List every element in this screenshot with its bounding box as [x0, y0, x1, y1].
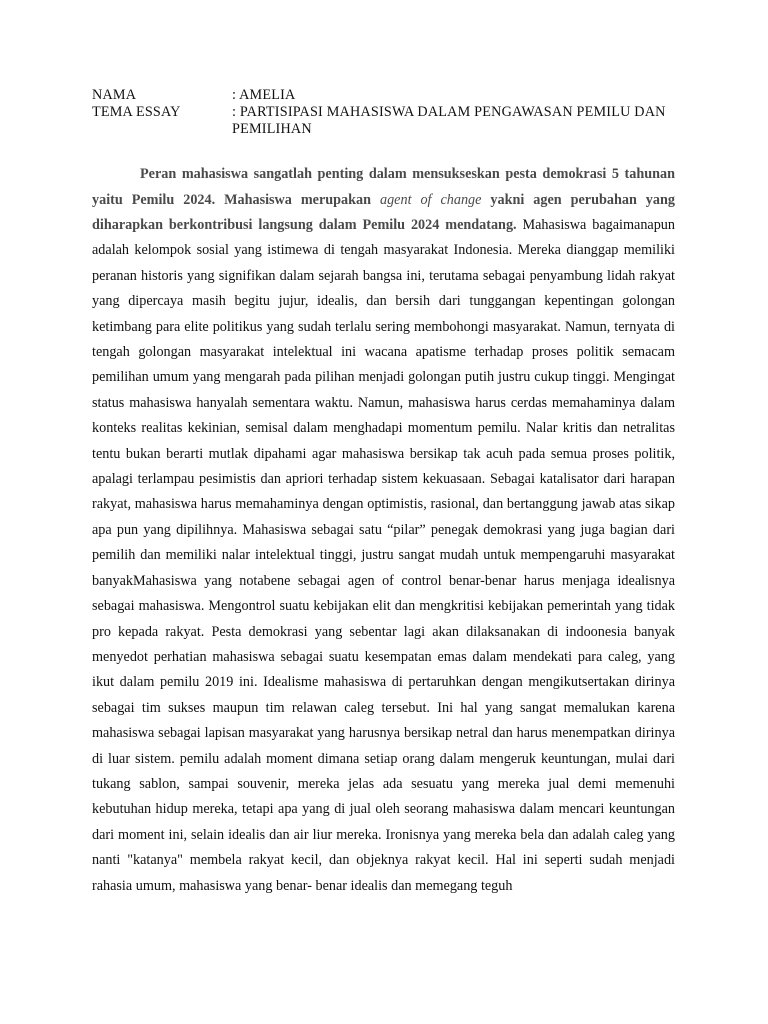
- lead-text-2: yakni agen perubahan yang diharapkan berkontribusi langsung dalam Pemilu 2024 mendatang.: [92, 191, 675, 233]
- lead-italic: agent of change: [379, 191, 482, 208]
- name-row: [92, 87, 677, 104]
- theme-label: TEMA ESSAY: [92, 104, 181, 120]
- essay-header: [92, 87, 677, 138]
- lead-text-1: Peran mahasiswa sangatlah penting dalam mensukseskan pesta demokrasi 5 tahunan yaitu Pemilu 2024. Mahasiswa merupakan: [92, 166, 675, 208]
- name-value: : AMELIA: [232, 87, 296, 103]
- theme-value: : PARTISIPASI MAHASISWA DALAM PENGAWASAN PEMILU DAN PEMILIHAN: [232, 104, 666, 137]
- name-label: NAMA: [92, 87, 137, 103]
- body-text: Mahasiswa bagaimanapun adalah kelompok sosial yang istimewa di tengah masyarakat Indonesia. Mereka dianggap memiliki peranan historis yang signifikan dalam sejarah bangsa ini, terutama sebagai penyambung lidah rakyat yang dipercaya masih begitu jujur, idealis, dan bersih dari tunggangan kepentingan golongan ketimbang para elite politikus yang sudah terlalu sering membohongi masyarakat. Namun, ternyata di tengah golongan masyarakat intelektual ini wacana apatisme terhadap proses politik semacam pemilihan umum yang mengarah pada pilihan menjadi golongan putih justru cukup tinggi. Mengingat status mahasiswa hanyalah sementara waktu. Namun, mahasiswa harus cerdas memahaminya dalam konteks realitas kekinian, semisal dalam menghadapi momentum pemilu. Nalar kritis dan netralitas tentu bukan berarti mutlak dipahami agar mahasiswa bersikap tak acuh pada semua proses politik, apalagi terlampau pesimistis dan apriori terhadap sistem kekuasaan. Sebagai katalisator dari harapan rakyat, mahasiswa harus memahaminya dengan optimistis, rasional, dan bertanggung jawab atas sikap apa pun yang dipilihnya. Mahasiswa sebagai satu “pilar” penegak demokrasi yang juga bagian dari pemilih dan memiliki nalar intelektual tinggi, justru sangat mudah untuk mempengaruhi masyarakat banyakMahasiswa yang notabene sebagai agen of control benar-benar harus menjaga idealisnya sebagai mahasiswa. Mengontrol suatu kebijakan elit dan mengkritisi kebijakan pemerintah yang tidak pro kepada rakyat. Pesta demokrasi yang sebentar lagi akan dilaksanakan di indoonesia banyak menyedot perhatian mahasiswa sebagai suatu kesempatan emas dalam mendekati para caleg, yang ikut dalam pemilu 2019 ini. Idealisme mahasiswa di pertaruhkan dengan mengikutsertakan dirinya sebagai tim sukses maupun tim relawan caleg tersebut. Ini hal yang sangat memalukan karena mahasiswa sebagai lapisan masyarakat yang harusnya bersikap netral dan harus menempatkan dirinya di luar sistem. pemilu adalah moment dimana setiap orang dalam mengeruk keuntungan, mulai dari tukang sablon, sampai souvenir, mereka jelas ada sesuatu yang mereka jual demi memenuhi kebutuhan hidup mereka, tetapi apa yang di jual oleh seorang mahasiswa dalam mencari keuntungan dari moment ini, selain idealis dan air liur mereka. Ironisnya yang mereka bela dan adalah caleg yang nanti "katanya" membela rakyat kecil, dan objeknya rakyat kecil. Hal ini seperti sudah menjadi rahasia umum, mahasiswa yang benar- benar idealis dan memegang teguh: [92, 217, 675, 894]
- essay-paragraph: [92, 162, 675, 899]
- theme-row: [92, 104, 677, 138]
